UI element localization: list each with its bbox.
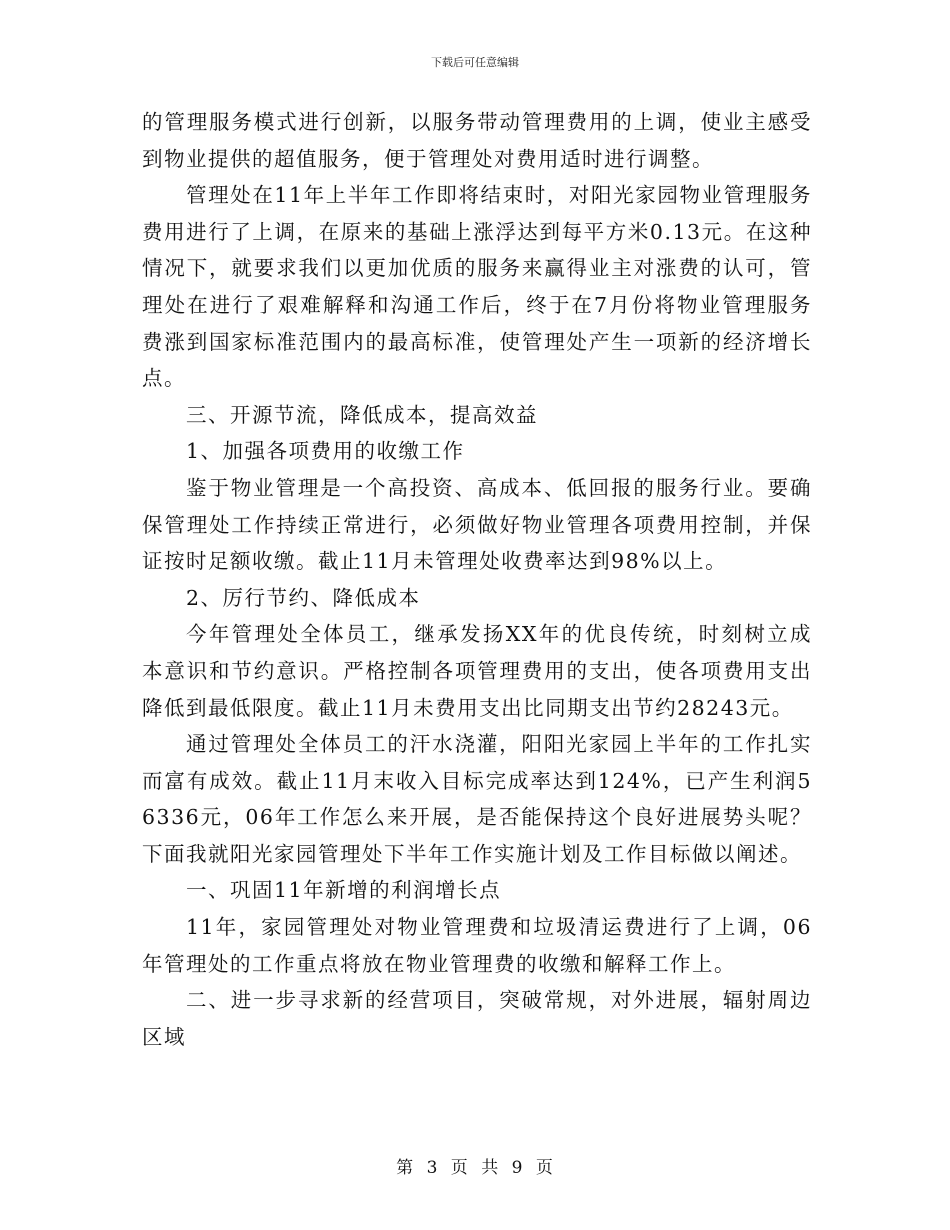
page-header: 下载后可任意编辑 [431,56,519,69]
subheading-2: 2、厉行节约、降低成本 [186,585,421,610]
paragraph-summary: 通过管理处全体员工的汗水浇灌，阳阳光家园上半年的工作扎实而富有成效。截止11月末收入目标完成率达到124%，已产生利润56336元，06年工作怎么来开展，是否能保持这个良好进展势头呢？下面我就阳光家园管理处下半年工作实施计划及工作目标做以阐述。 [142,732,812,866]
section-heading-1: 一、巩固11年新增的利润增长点 [186,878,502,903]
page-footer: 第 3 页 共 9 页 [396,1158,554,1178]
paragraph-2: 管理处在11年上半年工作即将结束时，对阳光家园物业管理服务费用进行了上调，在原来的基础上涨浮达到每平方米0.13元。在这种情况下，就要求我们以更加优质的服务来赢得业主对涨费的认可，管理处在进行了艰难解释和沟通工作后，终于在7月份将物业管理服务费涨到国家标准范围内的最高标准，使管理处产生一项新的经济增长点。 [142,183,812,391]
paragraph-fee-adjustment: 11年，家园管理处对物业管理费和垃圾清运费进行了上调，06年管理处的工作重点将放在物业管理费的收缴和解释工作上。 [142,915,812,976]
document-body [142,104,812,1055]
section-heading-2: 二、进一步寻求新的经营项目，突破常规，对外进展，辐射周边区域 [142,988,812,1049]
section-heading-3: 三、开源节流，降低成本，提高效益 [186,402,538,427]
paragraph-cost-saving: 今年管理处全体员工，继承发扬XX年的优良传统，时刻树立成本意识和节约意识。严格控制各项管理费用的支出，使各项费用支出降低到最低限度。截止11月未费用支出比同期支出节约28243元。 [142,622,812,720]
paragraph-1: 的管理服务模式进行创新，以服务带动管理费用的上调，使业主感受到物业提供的超值服务，便于管理处对费用适时进行调整。 [142,110,812,171]
subheading-1: 1、加强各项费用的收缴工作 [186,439,465,464]
paragraph-fee-collection: 鉴于物业管理是一个高投资、高成本、低回报的服务行业。要确保管理处工作持续正常进行，必须做好物业管理各项费用控制，并保证按时足额收缴。截止11月未管理处收费率达到98%以上。 [142,475,812,574]
